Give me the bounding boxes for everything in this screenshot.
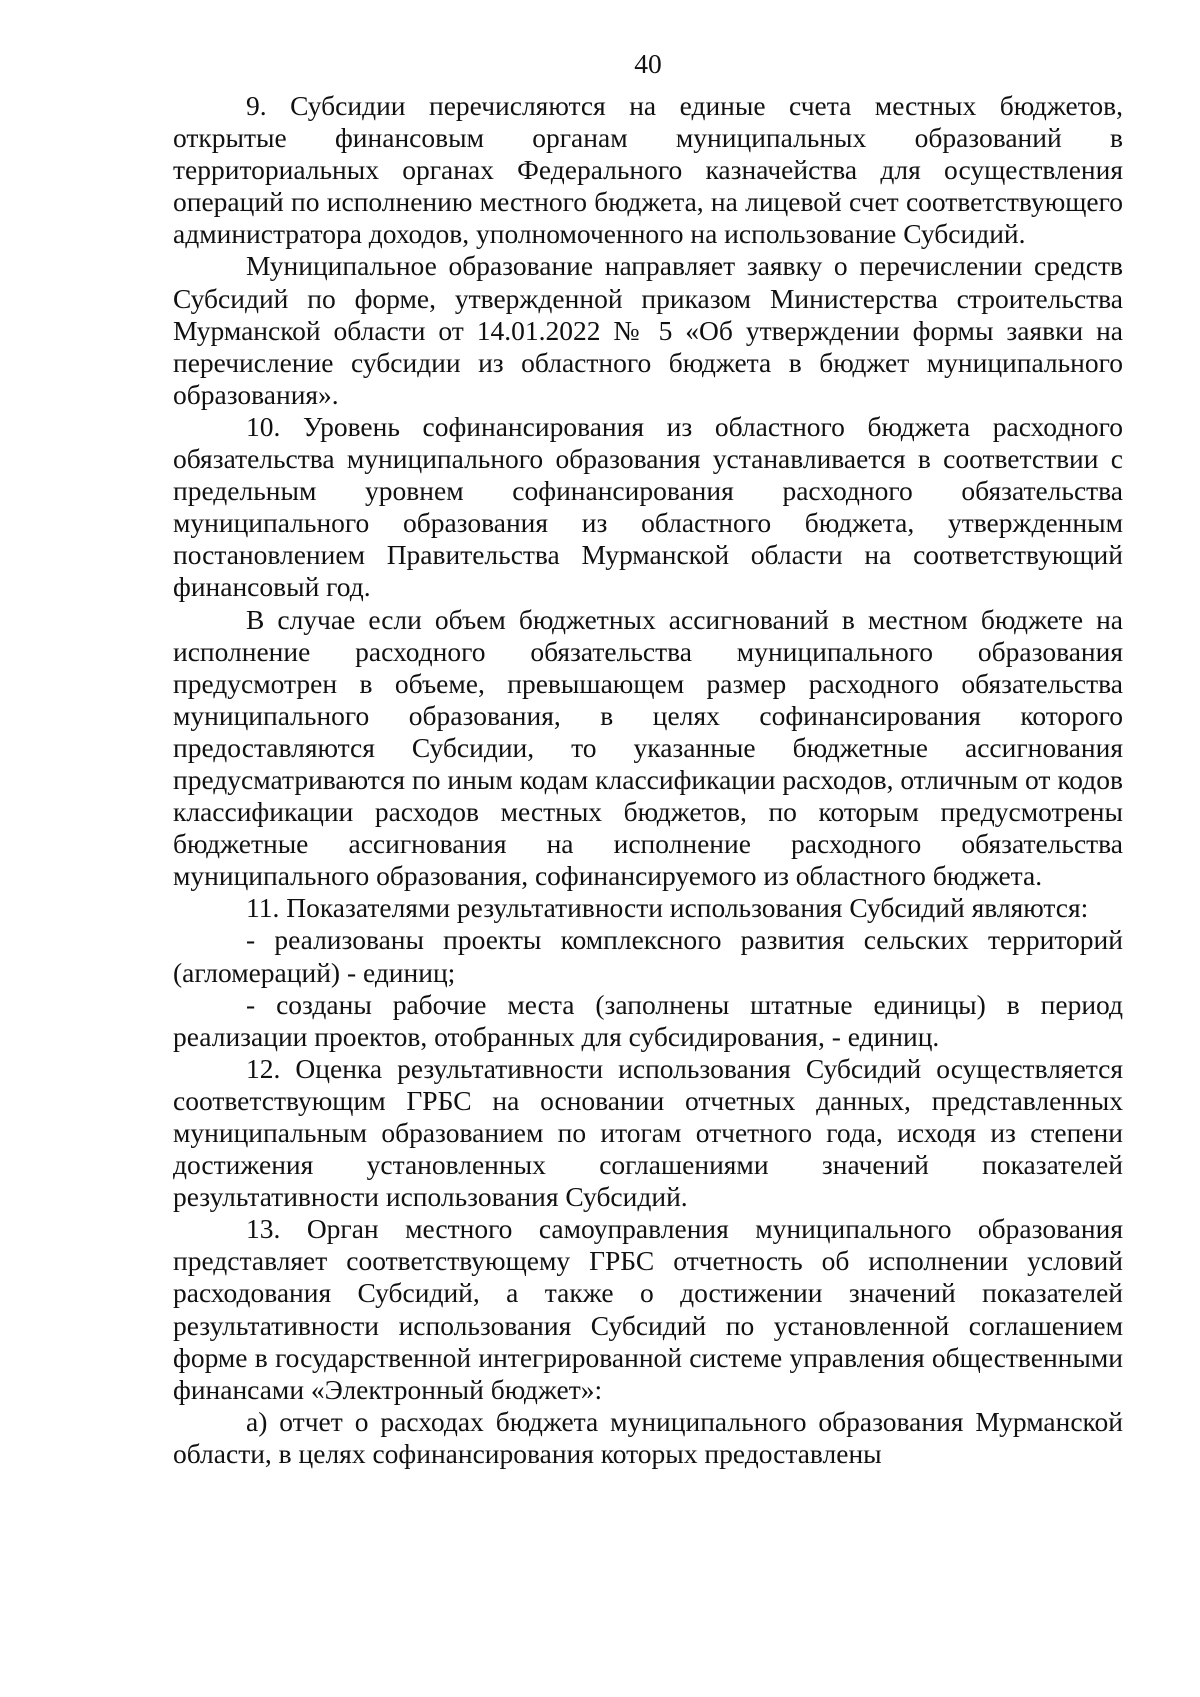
list-item-a-report: а) отчет о расходах бюджета муниципального образования Мурманской области, в целях софинансирования которых предоставлены	[173, 1405, 1123, 1469]
list-item-projects: - реализованы проекты комплексного развития сельских территорий (агломераций) - единиц;	[173, 924, 1123, 988]
document-page	[173, 48, 1123, 1470]
paragraph-9-transfer: 9. Субсидии перечисляются на единые счета местных бюджетов, открытые финансовым органам муниципальных образований в территориальных органах Федерального казначейства для осуществления операций по исполнению местного бюджета, на лицевой счет соответствующего администратора доходов, уполномоченного на использование Субсидий.	[173, 90, 1123, 250]
paragraph-10-cofinancing: 10. Уровень софинансирования из областного бюджета расходного обязательства муниципального образования устанавливается в соответствии с предельным уровнем софинансирования расходного обязательства муниципального образования из областного бюджета, утвержденным постановлением Правительства Мурманской области на соответствующий финансовый год.	[173, 410, 1123, 603]
list-item-jobs: - созданы рабочие места (заполнены штатные единицы) в период реализации проектов, отобранных для субсидирования, - единиц.	[173, 988, 1123, 1052]
paragraph-budget-allocations: В случае если объем бюджетных ассигнований в местном бюджете на исполнение расходного обязательства муниципального образования предусмотрен в объеме, превышающем размер расходного обязательства муниципального образования, в целях софинансирования которого предоставляются Субсидии, то указанные бюджетные ассигнования предусматриваются по иным кодам классификации расходов, отличным от кодов классификации расходов местных бюджетов, по которым предусмотрены бюджетные ассигнования на исполнение расходного обязательства муниципального образования, софинансируемого из областного бюджета.	[173, 603, 1123, 892]
paragraph-12-evaluation: 12. Оценка результативности использования Субсидий осуществляется соответствующим ГРБС на основании отчетных данных, представленных муниципальным образованием по итогам отчетного года, исходя из степени достижения установленных соглашениями значений показателей результативности использования Субсидий.	[173, 1052, 1123, 1213]
page-number: 40	[634, 48, 662, 79]
paragraph-11-indicators: 11. Показателями результативности использования Субсидий являются:	[246, 892, 1089, 924]
paragraph-application: Муниципальное образование направляет заявку о перечислении средств Субсидий по форме, утвержденной приказом Министерства строительства Мурманской области от 14.01.2022 № 5 «Об утверждении формы заявки на перечисление субсидии из областного бюджета в бюджет муниципального образования».	[173, 250, 1123, 410]
paragraph-13-reporting: 13. Орган местного самоуправления муниципального образования представляет соответствующему ГРБС отчетность об исполнении условий расходования Субсидий, а также о достижении значений показателей результативности использования Субсидий по установленной соглашением форме в государственной интегрированной системе управления общественными финансами «Электронный бюджет»:	[173, 1213, 1123, 1405]
